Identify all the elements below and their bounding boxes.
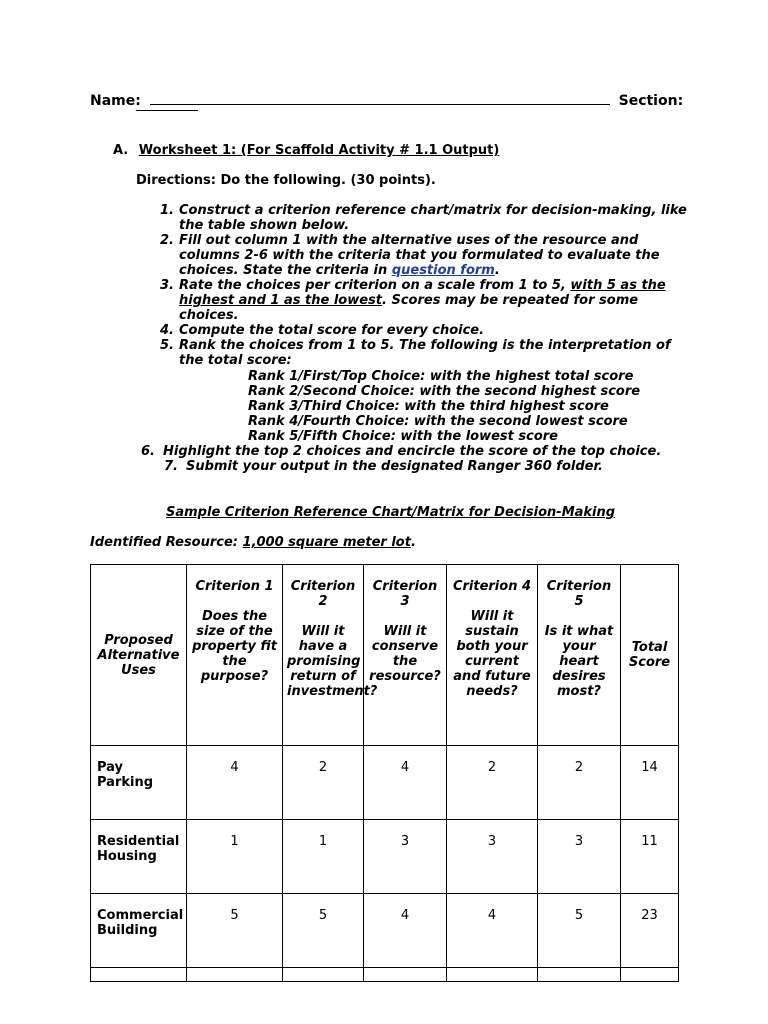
step-4-line-1: Compute the total score for every choice. (179, 323, 485, 338)
name-label: Name: (90, 93, 141, 109)
score-cell: 1 (283, 820, 364, 894)
step-3-line-2-underlined: highest and 1 as the lowest (179, 293, 383, 308)
score-cell: 1 (187, 820, 283, 894)
row-label: Pay Parking (91, 746, 187, 820)
criterion-1-question: Does the size of the property fit the purpose? (192, 609, 277, 684)
identified-resource (90, 535, 416, 550)
criterion-4-question: Will it sustain both your current and future needs? (453, 609, 531, 699)
header-criterion-4 (447, 565, 538, 746)
empty-cell[interactable] (91, 968, 187, 982)
criterion-5-question: Is it what your heart desires most? (544, 624, 614, 699)
rank-2: Rank 2/Second Choice: with the second highest score (248, 384, 641, 399)
empty-cell[interactable] (538, 968, 621, 982)
worksheet-heading (113, 143, 499, 158)
step-3-line-1-text: Rate the choices per criterion on a scale from 1 to 5, (179, 278, 571, 293)
row-label: Residential Housing (91, 820, 187, 894)
step-2-line-3-end: . (494, 263, 500, 278)
step-2-line-3-text: choices. State the criteria in (179, 263, 392, 278)
worksheet-letter: A. (113, 143, 129, 158)
score-cell: 3 (538, 820, 621, 894)
step-5-line-2: the total score: (179, 353, 292, 368)
score-cell: 4 (187, 746, 283, 820)
rank-3: Rank 3/Third Choice: with the third highest score (248, 399, 609, 414)
criterion-matrix-table (90, 564, 679, 982)
step-3-number: 3. (160, 278, 174, 293)
step-1-line-1: Construct a criterion reference chart/matrix for decision-making, like (179, 203, 687, 218)
empty-cell[interactable] (283, 968, 364, 982)
header-criterion-2 (283, 565, 378, 746)
question-form-link[interactable]: question form (391, 263, 495, 278)
score-cell: 2 (283, 746, 364, 820)
score-cell: 4 (447, 894, 538, 968)
header-criterion-1 (187, 565, 283, 746)
resource-period: . (410, 535, 416, 550)
directions: Directions: Do the following. (30 points). (136, 173, 436, 188)
step-6-number: 6. (141, 444, 155, 459)
step-1-line-2: the table shown below. (179, 218, 350, 233)
step-2-line-3 (179, 263, 500, 278)
name-section-line (90, 92, 683, 109)
step-6-line-1: Highlight the top 2 choices and encircle the score of the top choice. (163, 444, 662, 459)
section-label: Section: (618, 93, 684, 109)
sample-chart-title: Sample Criterion Reference Chart/Matrix for Decision-Making (166, 505, 616, 520)
step-7-number: 7. (164, 459, 178, 474)
step-3-line-2 (179, 293, 638, 308)
total-cell: 11 (621, 820, 679, 894)
step-5-number: 5. (160, 338, 174, 353)
header-total-score: Total Score (621, 565, 679, 746)
table-row (91, 820, 679, 894)
score-cell: 3 (364, 820, 447, 894)
step-3-line-1 (179, 278, 666, 293)
step-2-number: 2. (160, 233, 174, 248)
step-5-line-1: Rank the choices from 1 to 5. The following is the interpretation of (179, 338, 671, 353)
empty-cell[interactable] (621, 968, 679, 982)
step-2-line-1: Fill out column 1 with the alternative uses of the resource and (179, 233, 639, 248)
section-blank[interactable] (136, 110, 198, 111)
table-row (91, 746, 679, 820)
score-cell: 5 (187, 894, 283, 968)
score-cell: 4 (364, 746, 447, 820)
criterion-1-title: Criterion 1 (195, 579, 274, 594)
empty-cell[interactable] (364, 968, 447, 982)
step-3-line-1-underlined: with 5 as the (570, 278, 666, 293)
name-blank[interactable] (150, 92, 610, 105)
rank-4: Rank 4/Fourth Choice: with the second lowest score (248, 414, 628, 429)
score-cell: 2 (447, 746, 538, 820)
header-proposed-uses: Proposed Alternative Uses (91, 565, 187, 746)
empty-cell[interactable] (187, 968, 283, 982)
criterion-2-question: Will it have a promising return of investment? (287, 624, 378, 699)
criterion-4-title: Criterion 4 (452, 579, 532, 594)
score-cell: 4 (364, 894, 447, 968)
header-criterion-3 (364, 565, 447, 746)
score-cell: 2 (538, 746, 621, 820)
step-2-line-2: columns 2-6 with the criteria that you formulated to evaluate the (179, 248, 660, 263)
criterion-2-title: Criterion 2 (290, 579, 356, 609)
step-3-line-2-text: . Scores may be repeated for some (382, 293, 639, 308)
criterion-3-question: Will it conserve the resource? (369, 624, 441, 684)
worksheet-title: Worksheet 1: (For Scaffold Activity # 1.1 Output) (138, 143, 500, 158)
rank-5: Rank 5/Fifth Choice: with the lowest score (248, 429, 558, 444)
step-7-line-1: Submit your output in the designated Ranger 360 folder. (186, 459, 603, 474)
score-cell: 3 (447, 820, 538, 894)
table-row (91, 894, 679, 968)
resource-value: 1,000 square meter lot (242, 535, 411, 550)
table-header-row (91, 565, 679, 746)
empty-cell[interactable] (447, 968, 538, 982)
criterion-5-title: Criterion 5 (546, 579, 612, 609)
step-3-line-3: choices. (179, 308, 239, 323)
step-1-number: 1. (160, 203, 174, 218)
resource-label: Identified Resource: (90, 535, 243, 550)
row-label: Commercial Building (91, 894, 187, 968)
rank-1: Rank 1/First/Top Choice: with the highest total score (248, 369, 634, 384)
score-cell: 5 (283, 894, 364, 968)
table-row-empty (91, 968, 679, 982)
score-cell: 5 (538, 894, 621, 968)
total-cell: 23 (621, 894, 679, 968)
step-4-number: 4. (160, 323, 174, 338)
header-criterion-5 (538, 565, 621, 746)
criterion-3-title: Criterion 3 (372, 579, 438, 609)
total-cell: 14 (621, 746, 679, 820)
